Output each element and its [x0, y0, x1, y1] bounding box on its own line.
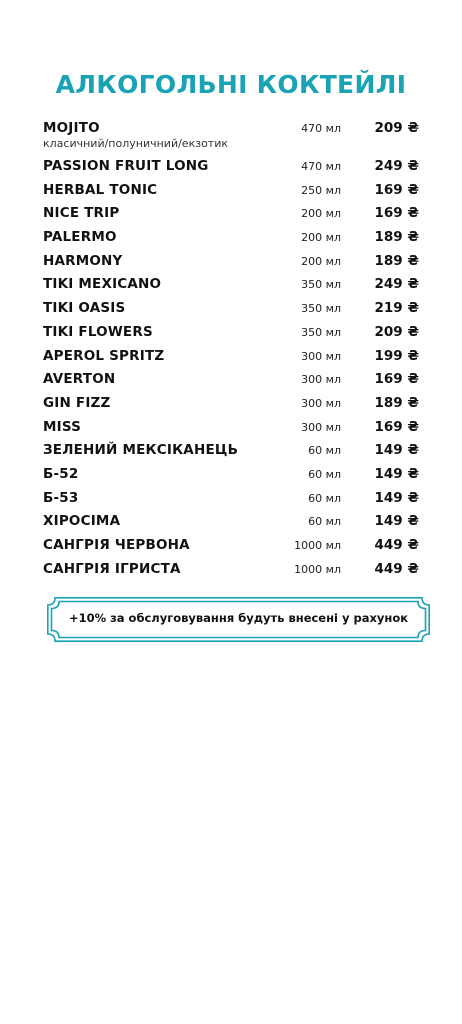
item-name: MISS: [43, 418, 82, 435]
item-volume: 250 мл: [301, 183, 341, 197]
item-name: GIN FIZZ: [43, 394, 111, 411]
item-price: 169 ₴: [374, 181, 419, 198]
item-price: 149 ₴: [374, 489, 419, 506]
notice-text: +10% за обслуговування будуть внесені у рахунок: [68, 611, 409, 625]
list-item: [43, 227, 423, 251]
item-volume: 470 мл: [301, 122, 341, 135]
item-subtitle: класичний/полуничний/екзотик: [43, 137, 228, 150]
item-name: САНГРІЯ ІГРИСТА: [43, 560, 181, 577]
item-volume: 200 мл: [301, 207, 341, 221]
item-price: 189 ₴: [374, 229, 419, 246]
list-item: [43, 251, 423, 275]
item-price: 169 ₴: [374, 205, 419, 222]
item-volume: 1000 мл: [294, 562, 341, 576]
item-volume: 300 мл: [301, 396, 341, 410]
item-price: 249 ₴: [374, 158, 419, 174]
item-name: ХІРОСІМА: [43, 513, 121, 530]
item-volume: 470 мл: [301, 160, 341, 173]
list-item: [43, 298, 423, 322]
list-item: [43, 488, 423, 512]
item-price: 199 ₴: [374, 347, 419, 364]
item-name: TIKI OASIS: [43, 300, 126, 317]
item-price: 209 ₴: [374, 323, 419, 340]
list-item: [43, 559, 423, 583]
item-volume: 60 мл: [308, 467, 341, 481]
item-price: 249 ₴: [374, 276, 419, 293]
item-name: HARMONY: [43, 252, 123, 269]
item-volume: 350 мл: [301, 278, 341, 292]
list-item: [43, 535, 423, 559]
list-item: [43, 346, 423, 370]
item-name: MOJITO: [43, 120, 100, 136]
list-item: [43, 156, 423, 180]
item-volume: 200 мл: [301, 254, 341, 268]
item-name: PALERMO: [43, 229, 117, 246]
item-name: Б-52: [43, 465, 79, 482]
list-item: [43, 417, 423, 441]
item-name: ЗЕЛЕНИЙ МЕКСІКАНЕЦЬ: [43, 442, 239, 459]
item-volume: 60 мл: [308, 515, 341, 529]
item-volume: 350 мл: [301, 302, 341, 316]
item-volume: 300 мл: [301, 373, 341, 387]
item-name: Б-53: [43, 489, 79, 506]
item-price: 219 ₴: [374, 300, 419, 317]
list-item: [43, 464, 423, 488]
item-price: 169 ₴: [374, 371, 419, 388]
item-name: TIKI FLOWERS: [43, 323, 153, 340]
item-volume: 1000 мл: [294, 539, 341, 552]
item-volume: 300 мл: [301, 420, 341, 434]
list-item: [43, 440, 423, 464]
item-price: 449 ₴: [374, 537, 419, 553]
item-volume: 350 мл: [301, 325, 341, 339]
item-volume: 200 мл: [301, 231, 341, 245]
item-price: 149 ₴: [374, 513, 419, 530]
item-price: 449 ₴: [374, 560, 419, 577]
item-name: САНГРІЯ ЧЕРВОНА: [43, 537, 190, 553]
item-price: 189 ₴: [374, 252, 419, 269]
list-item: [43, 369, 423, 393]
item-volume: 60 мл: [308, 444, 341, 458]
item-name: HERBAL TONIC: [43, 181, 158, 198]
service-charge-notice: [47, 597, 430, 642]
item-name: NICE TRIP: [43, 205, 120, 222]
list-item: [43, 118, 423, 156]
list-item: [43, 274, 423, 298]
item-price: 149 ₴: [374, 442, 419, 459]
item-name: APEROL SPRITZ: [43, 347, 165, 364]
list-item: [43, 322, 423, 346]
item-name: TIKI MEXICANO: [43, 276, 162, 293]
list-item: [43, 511, 423, 535]
item-volume: 60 мл: [308, 491, 341, 505]
item-volume: 300 мл: [301, 349, 341, 363]
item-price: 169 ₴: [374, 418, 419, 435]
item-name: PASSION FRUIT LONG: [43, 158, 209, 174]
item-price: 209 ₴: [374, 120, 419, 136]
page-title: АЛКОГОЛЬНІ КОКТЕЙЛІ: [55, 70, 407, 99]
item-price: 189 ₴: [374, 394, 419, 411]
list-item: [43, 203, 423, 227]
item-price: 149 ₴: [374, 465, 419, 482]
list-item: [43, 180, 423, 204]
list-item: [43, 393, 423, 417]
item-name: AVERTON: [43, 371, 116, 388]
cocktail-list: [43, 118, 423, 582]
